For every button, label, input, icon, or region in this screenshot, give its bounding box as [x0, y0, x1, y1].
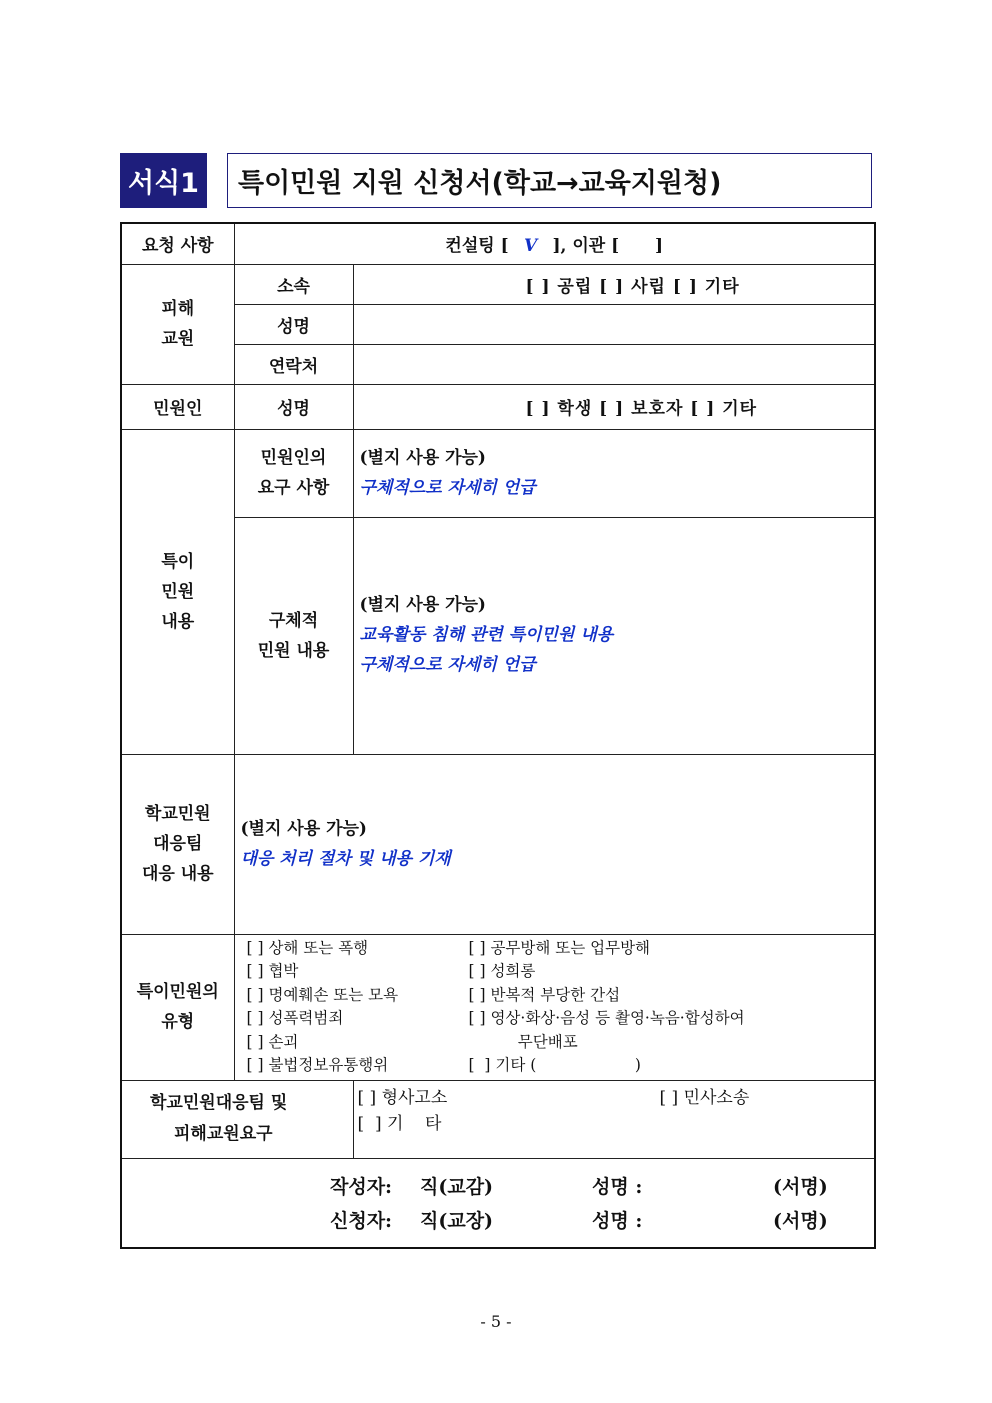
affiliation-label: 소속: [234, 264, 353, 304]
form-title: 특이민원 지원 신청서(학교→교육지원청): [227, 153, 872, 208]
signature-area: 작성자: 직(교감) 성명 : (서명) 신청자: 직(교장) 성명 : (서명): [121, 1158, 875, 1248]
type-option-cont: 무단배포: [468, 1032, 578, 1051]
victim-label: 피해 교원: [121, 264, 234, 384]
type-option[interactable]: [ ] 공무방해 또는 업무방해: [468, 938, 651, 957]
complainant-options[interactable]: [ ] 학생 [ ] 보호자 [ ] 기타: [353, 384, 875, 429]
complaint-type-label: 특이민원의 유형: [121, 934, 234, 1080]
request-label: 요청 사항: [121, 223, 234, 264]
type-option[interactable]: [ ] 손괴: [246, 1032, 299, 1051]
complainant-name-label: 성명: [234, 384, 353, 429]
criminal-complaint-option[interactable]: [ ] 형사고소: [357, 1087, 448, 1108]
team-response-label: 학교민원 대응팀 대응 내용: [121, 754, 234, 934]
demand-field[interactable]: (별지 사용 가능) 구체적으로 자세히 언급: [353, 429, 875, 517]
type-option[interactable]: [ ] 반복적 부당한 간섭: [468, 985, 621, 1004]
type-option[interactable]: [ ] 불법정보유통행위: [246, 1056, 389, 1074]
complaint-type-options[interactable]: [234, 934, 875, 1080]
application-form: [120, 222, 876, 1249]
consult-check[interactable]: V: [523, 236, 538, 257]
form-tag: 서식1: [120, 153, 207, 208]
type-option[interactable]: [ ] 영상·화상·음성 등 촬영·녹음·합성하여: [468, 1009, 745, 1027]
other-option[interactable]: [ ] 기 타: [357, 1113, 442, 1134]
type-option[interactable]: [ ] 명예훼손 또는 모욕: [246, 985, 399, 1004]
victim-contact-label: 연락처: [234, 344, 353, 384]
demand-type-label: 학교민원대응팀 및 피해교원요구: [121, 1080, 353, 1158]
civil-suit-option[interactable]: [ ] 민사소송: [659, 1087, 750, 1108]
type-option[interactable]: [ ] 상해 또는 폭행: [246, 938, 369, 957]
type-option[interactable]: [ ] 기타 ( ): [468, 1056, 641, 1074]
writer-sign[interactable]: (서명): [773, 1175, 828, 1198]
team-response-field[interactable]: (별지 사용 가능) 대응 처리 절차 및 내용 기재: [234, 754, 875, 934]
special-complaint-label: 특이 민원 내용: [121, 429, 234, 754]
applicant-sign[interactable]: (서명): [773, 1209, 828, 1232]
type-option[interactable]: [ ] 성폭력범죄: [246, 1009, 344, 1027]
detail-label: 구체적 민원 내용: [234, 517, 353, 754]
request-options: 컨설팅 [ V ], 이관 [ ]: [234, 223, 875, 264]
complainant-label: 민원인: [121, 384, 234, 429]
victim-name-label: 성명: [234, 304, 353, 344]
type-option[interactable]: [ ] 성희롱: [468, 962, 536, 980]
type-option[interactable]: [ ] 협박: [246, 962, 299, 980]
detail-field[interactable]: (별지 사용 가능) 교육활동 침해 관련 특이민원 내용 구체적으로 자세히 언급: [353, 517, 875, 754]
demand-type-options[interactable]: [353, 1080, 875, 1158]
affiliation-options[interactable]: [ ] 공립 [ ] 사립 [ ] 기타: [353, 264, 875, 304]
page-number: - 5 -: [480, 1312, 512, 1331]
victim-name-field[interactable]: [353, 304, 875, 344]
demand-label: 민원인의 요구 사항: [234, 429, 353, 517]
victim-contact-field[interactable]: [353, 344, 875, 384]
